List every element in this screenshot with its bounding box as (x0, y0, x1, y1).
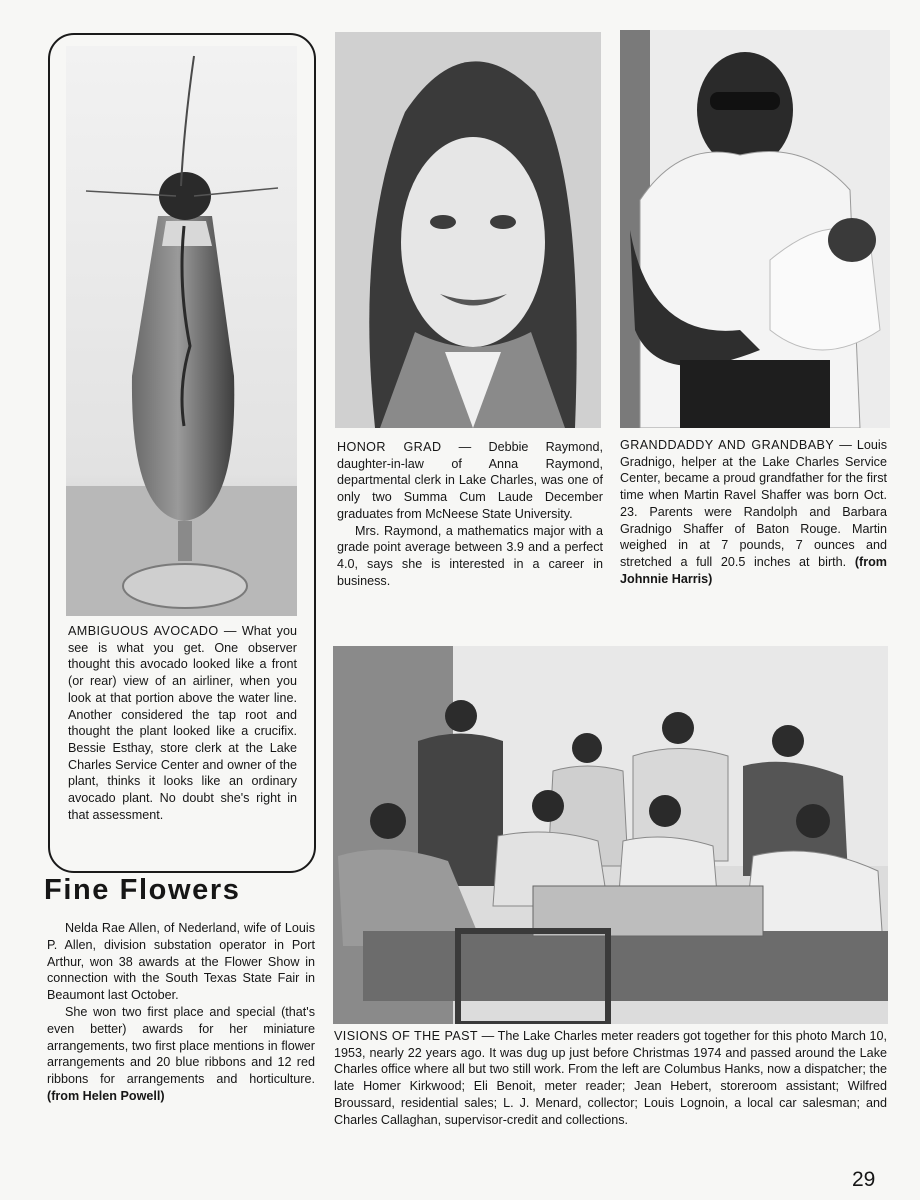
fine-flowers-para2: She won two first place and special (that's even better) awards for her miniature arrangements, two first place mentions in flower arrangements and 20 blue ribbons and 12 red ribbons for arrangements and horticulture. (47, 1004, 315, 1087)
granddaddy-caption (620, 437, 887, 587)
honor-grad-caption (337, 439, 603, 589)
fine-flowers-para1: Nelda Rae Allen, of Nederland, wife of Louis P. Allen, division substation operator in Port Arthur, won 38 awards at the Flower Show in connection with the South Texas State Fair in Beaumont last October. (47, 921, 315, 1003)
visions-lead: VISIONS OF THE PAST (334, 1029, 479, 1043)
granddaddy-lead: GRANDDADDY AND GRANDBABY (620, 438, 835, 452)
honor-grad-para2: Mrs. Raymond, a mathematics major with a grade point average between 3.9 and a perfect 4.0, says she is interested in a career in business. (337, 523, 603, 588)
honor-grad-photo (335, 32, 601, 428)
honor-grad-lead: HONOR GRAD (337, 440, 442, 454)
avocado-caption (68, 623, 297, 823)
visions-text: — The Lake Charles meter readers got together for this photo March 10, 1953, nearly 22 years ago. It was dug up just before Christmas 1974 and passed around the Lake Charles office where all but two still work. From the left are Columbus Hanks, now a dispatcher; the late Homer Kirkwood; Eli Benoit, meter reader; Jean Hebert, storeroom assistant; Wilfred Broussard, residential sales; L. J. Menard, collector; Louis Lognoin, a local car salesman; and Charles Callaghan, supervisor-credit and collections. (334, 1029, 887, 1127)
fine-flowers-body (47, 920, 315, 1105)
page-number: 29 (852, 1168, 876, 1191)
granddaddy-credit: (from Johnnie Harris) (620, 554, 887, 586)
visions-caption (334, 1028, 887, 1128)
visions-photo (333, 646, 888, 1024)
avocado-photo (66, 46, 297, 616)
honor-grad-text: — Debbie Raymond, daughter-in-law of Anna Raymond, departmental clerk in Lake Charles, was one of only two Summa Cum Laude December graduates from McNeese State University. (337, 440, 603, 521)
granddaddy-text: — Louis Gradnigo, helper at the Lake Charles Service Center, became a proud grandfather for the first time when Martin Ravel Shaffer was born Oct. 23. Parents were Randolph and Barbara Gradnigo Shaffer of Baton Rouge. Martin weighed in at 7 pounds, 7 ounces and stretched a full 20.5 inches at birth. (620, 438, 887, 569)
fine-flowers-credit: (from Helen Powell) (47, 1088, 165, 1103)
avocado-caption-lead: AMBIGUOUS AVOCADO (68, 624, 219, 638)
fine-flowers-heading: Fine Flowers (44, 874, 241, 906)
avocado-caption-text: — What you see is what you get. One observer thought this avocado looked like a front (or rear) view of an airliner, when you look at that portion above the water line. Another considered the tap root and thought the plant looked like a crucifix. Bessie Esthay, store clerk at the Lake Charles Service Center and owner of the plant, thinks it looks like an ordinary avocado plant. No doubt she's right in that assessment. (68, 624, 297, 822)
granddaddy-photo (620, 30, 890, 428)
